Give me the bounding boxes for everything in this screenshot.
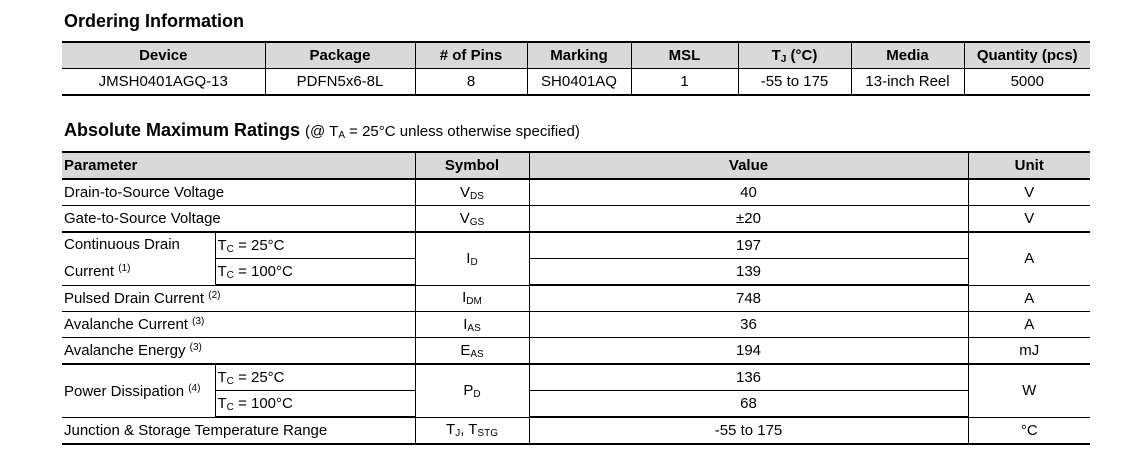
value-idm: 748 [529, 285, 968, 312]
value-id-100c: 139 [529, 259, 968, 286]
row-pd-25c [62, 364, 1090, 391]
symbol-id: $I_D$ [415, 232, 529, 285]
value-pd-25c: 136 [529, 364, 968, 391]
value-id-25c: 197 [529, 232, 968, 259]
media-value: 13-inch Reel [851, 69, 964, 96]
symbol-tj: $T_J$, $T_{STG}$ [415, 417, 529, 444]
tj-value: -55 to 175 [738, 69, 851, 96]
unit-id: A [968, 232, 1090, 285]
pins-value: 8 [415, 69, 527, 96]
amr-table [62, 151, 1090, 445]
param-id: Continuous Drain Current $^{(1)}$ [62, 232, 215, 285]
param-eas: Avalanche Energy $^{(3)}$ [62, 338, 415, 365]
amr-header-row [62, 152, 1090, 179]
marking-value: SH0401AQ [527, 69, 631, 96]
quantity-value: 5000 [964, 69, 1090, 96]
device-value: JMSH0401AGQ-13 [62, 69, 265, 96]
symbol-vds: $V_{DS}$ [415, 179, 529, 206]
row-tj [62, 417, 1090, 444]
symbol-vgs: $V_{GS}$ [415, 206, 529, 233]
amr-title: Absolute Maximum Ratings (@ $T_A = 25^\circ C$ unless otherwise specified) [64, 120, 580, 141]
unit-tj: °C [968, 417, 1090, 444]
row-id-25c [62, 232, 1090, 259]
symbol-eas: $E_{AS}$ [415, 338, 529, 365]
row-vds [62, 179, 1090, 206]
unit-vds: V [968, 179, 1090, 206]
unit-eas: mJ [968, 338, 1090, 365]
header-marking: Marking [527, 42, 631, 69]
header-media: Media [851, 42, 964, 69]
cond-id-25c: $T_C = 25^\circ C$ [215, 232, 415, 259]
header-tj: $T_J$ (°C) [738, 42, 851, 69]
unit-ias: A [968, 312, 1090, 338]
cond-pd-100c: $T_C = 100^\circ C$ [215, 391, 415, 418]
value-eas: 194 [529, 338, 968, 365]
param-ias: Avalanche Current $^{(3)}$ [62, 312, 415, 338]
row-idm [62, 285, 1090, 312]
ordering-header-row [62, 42, 1090, 69]
value-tj: -55 to 175 [529, 417, 968, 444]
value-pd-100c: 68 [529, 391, 968, 418]
header-parameter: Parameter [62, 152, 415, 179]
value-vds: 40 [529, 179, 968, 206]
ordering-title: Ordering Information [64, 11, 244, 31]
unit-vgs: V [968, 206, 1090, 233]
param-idm: Pulsed Drain Current $^{(2)}$ [62, 285, 415, 312]
param-vgs: Gate-to-Source Voltage [62, 206, 415, 233]
param-vds: Drain-to-Source Voltage [62, 179, 415, 206]
unit-idm: A [968, 285, 1090, 312]
header-msl: MSL [631, 42, 738, 69]
amr-condition: (@ $T_A = 25^\circ C$ unless otherwise specified) [305, 123, 580, 141]
msl-value: 1 [631, 69, 738, 96]
header-pins: # of Pins [415, 42, 527, 69]
symbol-ias: $I_{AS}$ [415, 312, 529, 338]
header-symbol: Symbol [415, 152, 529, 179]
row-eas [62, 338, 1090, 365]
symbol-idm: $I_{DM}$ [415, 285, 529, 312]
header-unit: Unit [968, 152, 1090, 179]
unit-pd: W [968, 364, 1090, 417]
header-package: Package [265, 42, 415, 69]
row-vgs [62, 206, 1090, 233]
value-vgs: ±20 [529, 206, 968, 233]
header-device: Device [62, 42, 265, 69]
header-quantity: Quantity (pcs) [964, 42, 1090, 69]
row-pd-100c [62, 391, 1090, 418]
ordering-row [62, 69, 1090, 96]
cond-id-100c: $T_C = 100^\circ C$ [215, 259, 415, 286]
symbol-pd: $P_D$ [415, 364, 529, 417]
param-tj: Junction & Storage Temperature Range [62, 417, 415, 444]
row-id-100c [62, 259, 1090, 286]
value-ias: 36 [529, 312, 968, 338]
cond-pd-25c: $T_C = 25^\circ C$ [215, 364, 415, 391]
row-ias [62, 312, 1090, 338]
param-pd: Power Dissipation $^{(4)}$ [62, 364, 215, 417]
package-value: PDFN5x6-8L [265, 69, 415, 96]
header-value: Value [529, 152, 968, 179]
ordering-table [62, 41, 1090, 96]
